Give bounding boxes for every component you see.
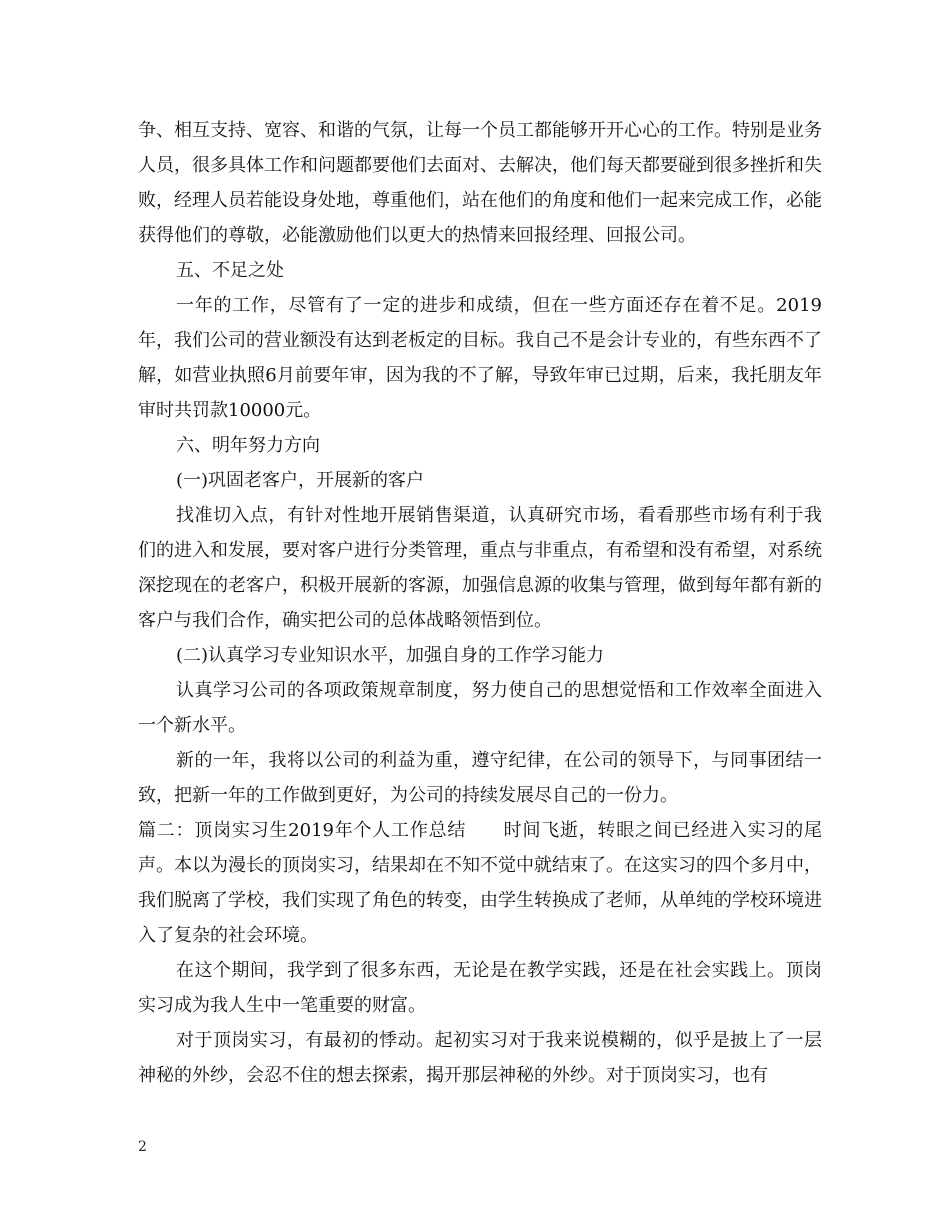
paragraph-learning: 认真学习公司的各项政策规章制度，努力使自己的思想觉悟和工作效率全面进入一个新水平。 — [138, 680, 822, 736]
paragraph-article-two-start: 篇二：顶岗实习生2019年个人工作总结 时间飞逝，转眼之间已经进入实习的尾声。本以为漫长的顶岗实习，结果却在不知不觉中就结束了。在这实习的四个多月中，我们脱离了学校，我们实现了角色的转变，由学生转换成了老师，从单纯的学校环境进入了复杂的社会环境。 — [138, 820, 822, 946]
document-body — [138, 113, 822, 1093]
paragraph-customers: 找准切入点，有针对性地开展销售渠道，认真研究市场，看看那些市场有利于我们的进入和发展，要对客户进行分类管理，重点与非重点，有希望和没有希望，对系统深挖现在的老客户，积极开展新的客源，加强信息源的收集与管理，做到每年都有新的客户与我们合作，确实把公司的总体战略领悟到位。 — [138, 505, 822, 631]
paragraph-shortcomings: 一年的工作，尽管有了一定的进步和成绩，但在一些方面还存在着不足。2019年，我们公司的营业额没有达到老板定的目标。我自己不是会计专业的，有些东西不了解，如营业执照6月前要年审，因为我的不了解，导致年审已过期，后来，我托朋友年审时共罚款10000元。 — [138, 295, 822, 421]
paragraph-intro-continuation: 争、相互支持、宽容、和谐的气氛，让每一个员工都能够开开心心的工作。特别是业务人员，很多具体工作和问题都要他们去面对、去解决，他们每天都要碰到很多挫折和失败，经理人员若能设身处地，尊重他们，站在他们的角度和他们一起来完成工作，必能获得他们的尊敬，必能激励他们以更大的热情来回报经理、回报公司。 — [138, 120, 822, 246]
section-heading-shortcomings: 五、不足之处 — [176, 260, 284, 281]
paragraph-first-impression: 对于顶岗实习，有最初的悸动。起初实习对于我来说模糊的，似乎是披上了一层神秘的外纱，会忍不住的想去探索，揭开那层神秘的外纱。对于顶岗实习，也有 — [138, 1030, 822, 1086]
paragraph-learned: 在这个期间，我学到了很多东西，无论是在教学实践，还是在社会实践上。顶岗实习成为我人生中一笔重要的财富。 — [138, 960, 822, 1016]
subheading-customers: (一)巩固老客户，开展新的客户 — [176, 470, 425, 491]
section-heading-next-year: 六、明年努力方向 — [176, 435, 320, 456]
page-number: 2 — [138, 1139, 147, 1155]
paragraph-new-year: 新的一年，我将以公司的利益为重，遵守纪律，在公司的领导下，与同事团结一致，把新一年的工作做到更好，为公司的持续发展尽自己的一份力。 — [138, 750, 822, 806]
subheading-learning: (二)认真学习专业知识水平，加强自身的工作学习能力 — [176, 645, 605, 666]
